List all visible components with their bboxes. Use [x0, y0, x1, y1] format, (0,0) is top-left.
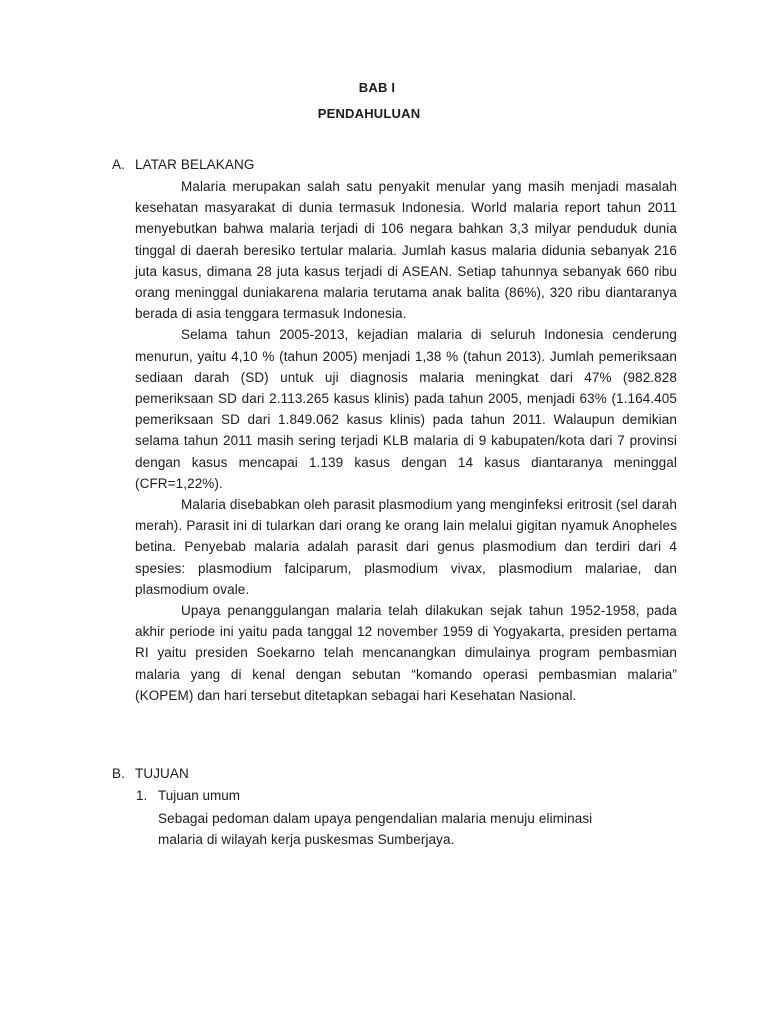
section-a-marker: A. — [112, 157, 125, 172]
section-b-marker: B. — [112, 766, 125, 781]
subsection-1-body — [158, 808, 658, 850]
subsection-1-line-1: Sebagai pedoman dalam upaya pengendalian malaria menuju eliminasi — [158, 811, 593, 826]
section-b-title: TUJUAN — [135, 766, 189, 781]
paragraph-2: Selama tahun 2005-2013, kejadian malaria di seluruh Indonesia cenderung menurun, yaitu 4,10 % (tahun 2005) menjadi 1,38 % (tahun 2013). Jumlah pemeriksaan sediaan darah (SD) untuk uji diagnosis malaria meningkat dari 47% (982.828 pemeriksaan SD dari 2.113.265 kasus klinis) pada tahun 2005, menjadi 63% (1.164.405 pemeriksaan SD dari 1.849.062 kasus klinis) pada tahun 2011. Walaupun demikian selama tahun 2011 masih sering terjadi KLB malaria di 9 kabupaten/kota dari 7 provinsi dengan kasus mencapai 1.139 kasus dengan 14 kasus diantaranya meninggal (CFR=1,22%). — [135, 327, 677, 491]
subsection-1-title: Tujuan umum — [158, 788, 241, 803]
subsection-1-marker: 1. — [136, 788, 148, 803]
chapter-title: PENDAHULUAN — [317, 106, 421, 121]
section-b-heading — [112, 766, 189, 781]
section-a-title: LATAR BELAKANG — [135, 157, 255, 172]
subsection-1-line-2: malaria di wilayah kerja puskesmas Sumberjaya. — [158, 832, 455, 847]
section-a-heading — [112, 157, 254, 172]
paragraph-3: Malaria disebabkan oleh parasit plasmodium yang menginfeksi eritrosit (sel darah merah). Parasit ini di tularkan dari orang ke orang lain melalui gigitan nyamuk Anopheles betina. Penyebab malaria adalah parasit dari genus plasmodium dan terdiri dari 4 spesies: plasmodium falciparum, plasmodium vivax, plasmodium malariae, dan plasmodium ovale. — [135, 497, 677, 597]
paragraph-4: Upaya penanggulangan malaria telah dilakukan sejak tahun 1952-1958, pada akhir periode ini yaitu pada tanggal 12 november 1959 di Yogyakarta, presiden pertama RI yaitu presiden Soekarno telah mencanangkan dimulainya program pembasmian malaria yang di kenal dengan sebutan “komando operasi pembasmian malaria” (KOPEM) dan hari tersebut ditetapkan sebagai hari Kesehatan Nasional. — [135, 603, 677, 703]
subsection-1-heading — [136, 788, 240, 803]
paragraph-1: Malaria merupakan salah satu penyakit menular yang masih menjadi masalah kesehatan masyarakat di dunia termasuk Indonesia. World malaria report tahun 2011 menyebutkan bahwa malaria terjadi di 106 negara bahkan 3,3 milyar penduduk dunia tinggal di daerah beresiko tertular malaria. Jumlah kasus malaria didunia sebanyak 216 juta kasus, dimana 28 juta kasus terjadi di ASEAN. Setiap tahunnya sebanyak 660 ribu orang meninggal duniakarena malaria terutama anak balita (86%), 320 ribu diantaranya berada di asia tenggara termasuk Indonesia. — [135, 179, 677, 322]
chapter-number: BAB I — [358, 80, 396, 95]
section-a-body — [135, 176, 677, 706]
